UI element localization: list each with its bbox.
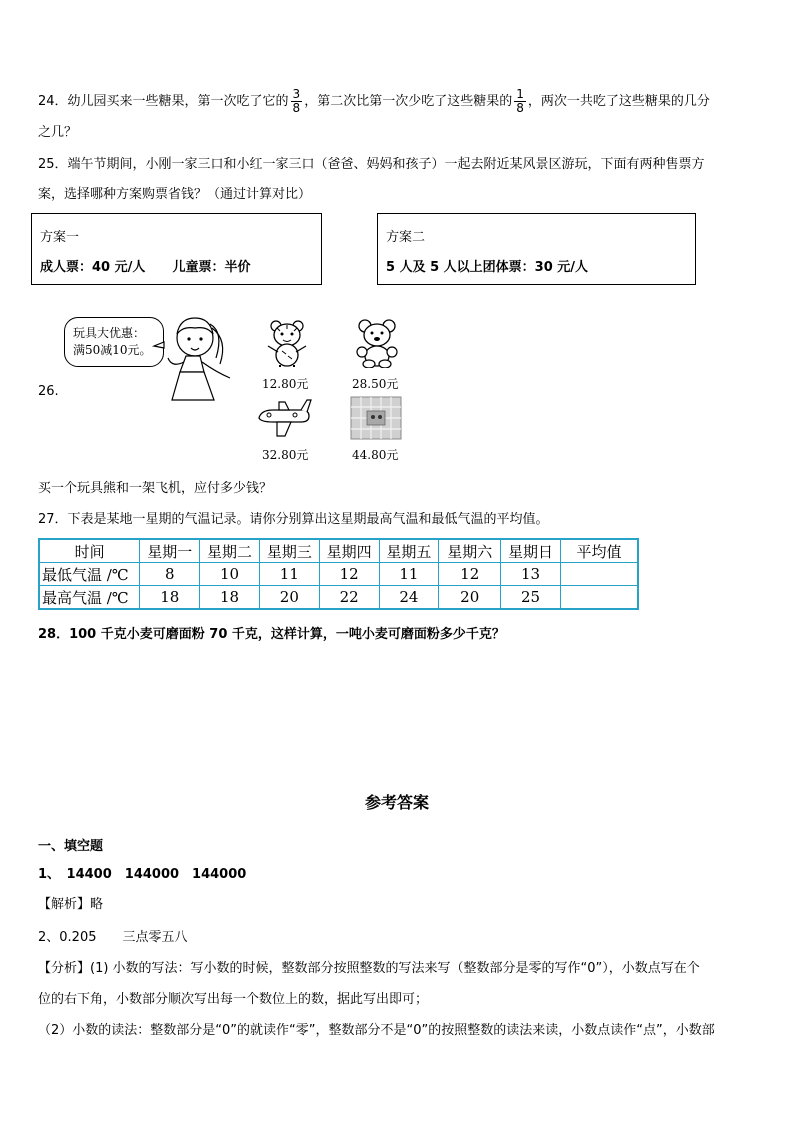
plan2-box bbox=[377, 213, 696, 285]
answers-title: 参考答案 bbox=[364, 793, 429, 812]
header-cell: 星期二 bbox=[200, 539, 260, 563]
speech-bubble bbox=[64, 317, 164, 367]
plan1-box bbox=[31, 213, 322, 285]
q24-text-part3: ，两次一共吃了这些糖果的几分 bbox=[527, 94, 710, 109]
q24-fraction-3-8: $\frac{3}{8}$ bbox=[292, 87, 301, 115]
puzzle-price: 44.80元 bbox=[352, 448, 399, 462]
row-label-low: 最低气温 /℃ bbox=[39, 563, 140, 586]
q24-text-part2: ，第二次比第一次少吃了这些糖果的 bbox=[304, 94, 513, 109]
plan1-title: 方案一 bbox=[40, 230, 80, 245]
table-cell: 20 bbox=[259, 586, 319, 610]
plan1-adult-price: 成人票：40 元/人 bbox=[40, 260, 146, 275]
q27-text: 27．下表是某地一星期的气温记录。请你分别算出这星期最高气温和最低气温的平均值。 bbox=[38, 512, 549, 527]
bubble-line2: 满50减10元。 bbox=[73, 343, 152, 357]
answer-2-analysis-line2: 位的右下角，小数部分顺次写出每一个数位上的数，据此写出即可； bbox=[38, 992, 429, 1007]
table-row-high bbox=[39, 586, 638, 610]
tiger-price: 12.80元 bbox=[262, 377, 309, 391]
q24-text-part1: 24．幼儿园买来一些糖果，第一次吃了它的 bbox=[38, 94, 289, 109]
section-heading: 一、填空题 bbox=[38, 839, 104, 854]
table-cell: 24 bbox=[379, 586, 439, 610]
table-cell-average bbox=[560, 586, 638, 610]
plan1-child-price: 儿童票：半价 bbox=[172, 260, 251, 275]
answer-2-analysis-line1: 【分析】(1) 小数的写法：写小数的时候，整数部分按照整数的写法来写（整数部分是零的写作“0”），小数点写在个 bbox=[38, 961, 700, 976]
header-cell: 时间 bbox=[39, 539, 140, 563]
table-cell: 12 bbox=[319, 563, 379, 586]
airplane-toy-icon bbox=[255, 398, 313, 440]
header-cell: 平均值 bbox=[560, 539, 638, 563]
table-cell: 11 bbox=[259, 563, 319, 586]
bear-toy-icon bbox=[352, 318, 402, 368]
table-cell: 13 bbox=[501, 563, 561, 586]
row-label-high: 最高气温 /℃ bbox=[39, 586, 140, 610]
answer-1: 1、 14400 144000 144000 bbox=[38, 867, 247, 882]
answer-2-analysis-line3: （2）小数的读法：整数部分是“0”的就读作“零”，整数部分不是“0”的按照整数的读法来读，小数点读作“点”，小数部 bbox=[38, 1023, 715, 1038]
table-cell: 25 bbox=[501, 586, 561, 610]
q26-number: 26. bbox=[38, 384, 59, 399]
plan2-group-price: 5 人及 5 人以上团体票：30 元/人 bbox=[386, 260, 589, 275]
tiger-toy-icon bbox=[262, 318, 312, 368]
table-cell: 10 bbox=[200, 563, 260, 586]
plan2-title: 方案二 bbox=[386, 230, 426, 245]
table-header-row bbox=[39, 539, 638, 563]
q25-line2: 案，选择哪种方案购票省钱？（通过计算对比） bbox=[38, 187, 312, 202]
table-cell: 20 bbox=[439, 586, 501, 610]
table-cell-average bbox=[560, 563, 638, 586]
answer-1-analysis: 【解析】略 bbox=[38, 897, 104, 912]
table-cell: 8 bbox=[140, 563, 200, 586]
q28-text: 28．100 千克小麦可磨面粉 70 千克，这样计算，一吨小麦可磨面粉多少千克？ bbox=[38, 627, 505, 642]
airplane-price: 32.80元 bbox=[262, 448, 309, 462]
puzzle-toy-icon bbox=[350, 396, 402, 440]
header-cell: 星期五 bbox=[379, 539, 439, 563]
header-cell: 星期六 bbox=[439, 539, 501, 563]
table-cell: 11 bbox=[379, 563, 439, 586]
q24-line2: 之几？ bbox=[38, 125, 78, 140]
bubble-line1: 玩具大优惠： bbox=[73, 326, 146, 340]
girl-illustration bbox=[150, 312, 236, 406]
header-cell: 星期一 bbox=[140, 539, 200, 563]
table-row-low bbox=[39, 563, 638, 586]
table-cell: 12 bbox=[439, 563, 501, 586]
temperature-table bbox=[38, 538, 639, 610]
answer-2: 2、0.205 三点零五八 bbox=[38, 930, 188, 945]
header-cell: 星期日 bbox=[501, 539, 561, 563]
table-cell: 18 bbox=[140, 586, 200, 610]
bear-price: 28.50元 bbox=[352, 377, 399, 391]
plan1-prices bbox=[40, 256, 250, 275]
q24-fraction-1-8: $\frac{1}{8}$ bbox=[516, 87, 524, 115]
table-cell: 22 bbox=[319, 586, 379, 610]
table-cell: 18 bbox=[200, 586, 260, 610]
q26-question: 买一个玩具熊和一架飞机，应付多少钱？ bbox=[38, 481, 273, 496]
header-cell: 星期四 bbox=[319, 539, 379, 563]
header-cell: 星期三 bbox=[259, 539, 319, 563]
q24-line1 bbox=[38, 88, 710, 115]
q25-line1: 25．端午节期间，小刚一家三口和小红一家三口（爸爸、妈妈和孩子）一起去附近某风景区游玩，下面有两种售票方 bbox=[38, 157, 705, 172]
